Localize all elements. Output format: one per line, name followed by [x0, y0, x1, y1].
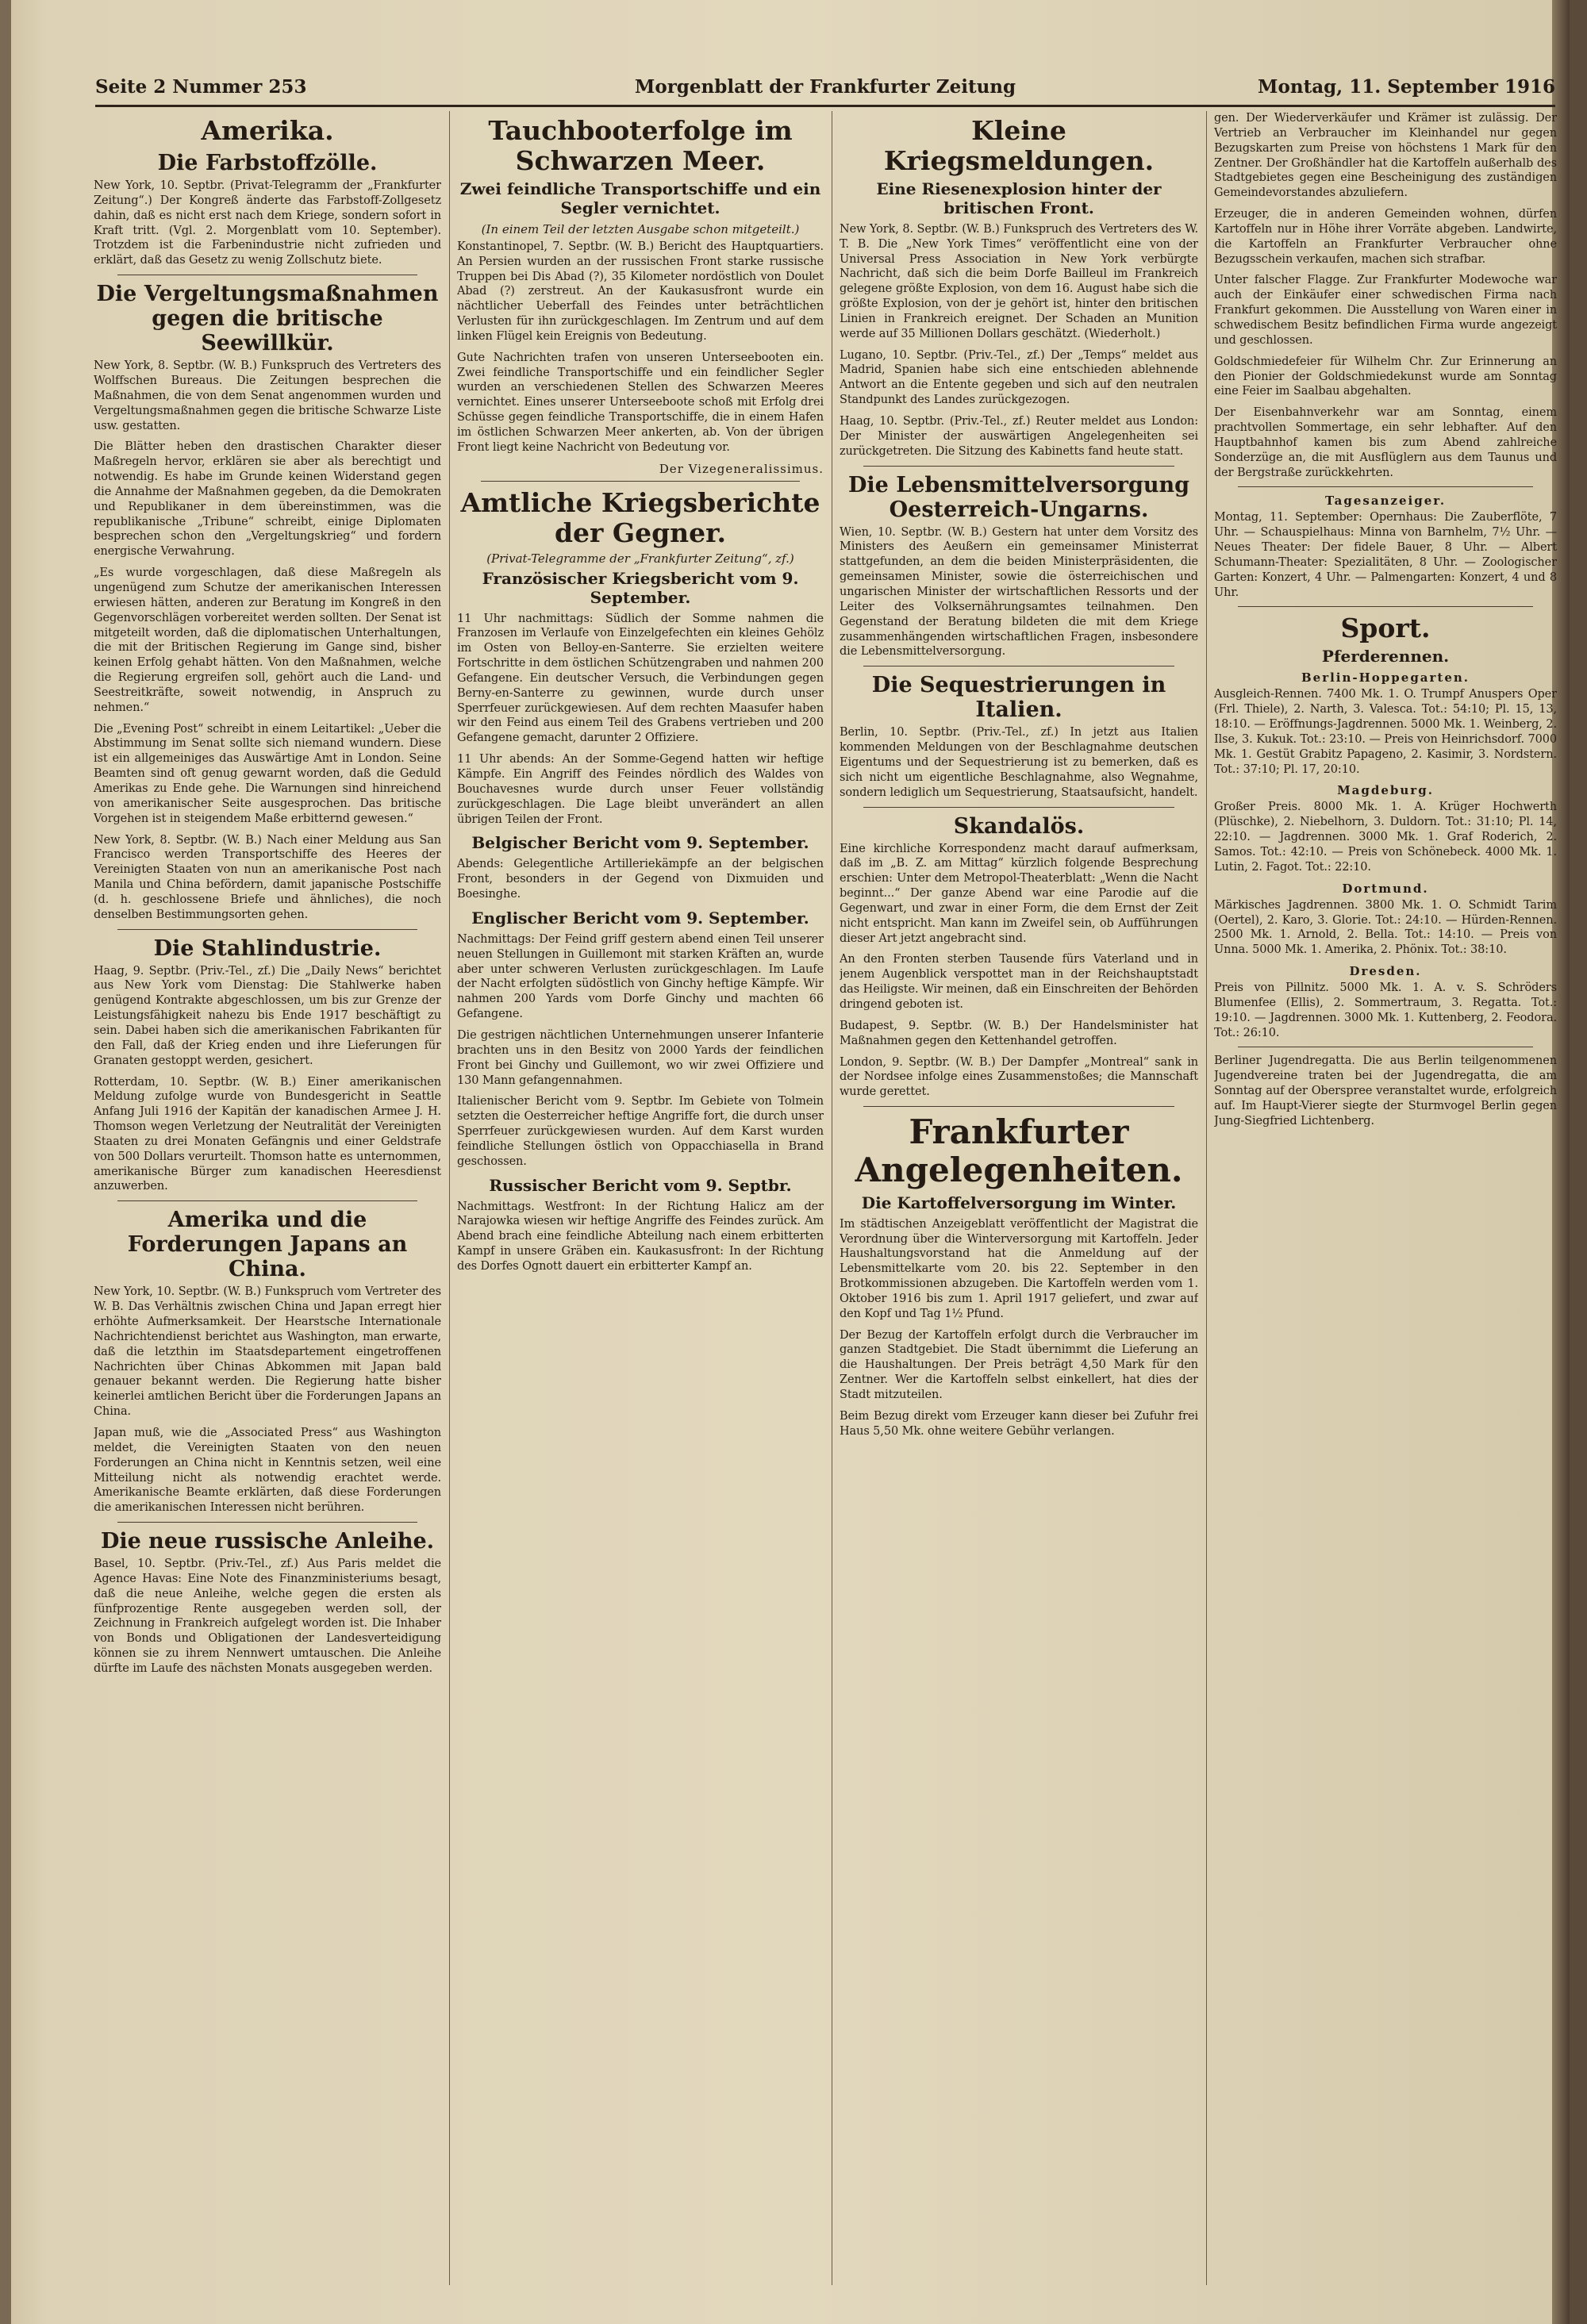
section-heading: Frankfurter Angelegenheiten. — [855, 1112, 1183, 1190]
article-paragraph: New York, 8. Septbr. (W. B.) Funkspruch des Vertreters des Wolffschen Bureaus. Die Zeitungen besprechen die Maßnahmen, die von dem Senat angenommen wurden und Vergeltungsmaßnahmen gegen die britische Schwarze Liste usw. gestatten. — [94, 359, 441, 432]
article-paragraph: Haag, 9. Septbr. (Priv.-Tel., zf.) Die „Daily News“ berichtet aus New York vom Dienstag: Die Stahlwerke haben genügend Kontrakte abgeschlossen, um bis zur Grenze der Leistungsfähigkeit nahezu bis Ende 1917 beschäftigt zu sein. Dabei haben sich die amerikanischen Fabrikanten für den Fall, daß der Krieg enden und ihre Lieferungen für Granaten gestoppt werden, gesichert. — [94, 964, 441, 1067]
article-paragraph: Die Blätter heben den drastischen Charakter dieser Maßregeln hervor, erklären sie aber als berechtigt und notwendig. Es habe im Grunde keinen Widerstand gegen die Annahme der Maßnahmen gegeben, da die Demokraten und Republikaner in dem übereinstimmen, was die republikanische „Tribune“ schreibt, einige Diplomaten besprechen schon den „Vergeltungskrieg“ und fordern energische Verwahrung. — [94, 440, 441, 559]
column-divider — [449, 111, 450, 2285]
masthead-rule — [95, 105, 1555, 107]
divider — [481, 481, 800, 482]
section-heading: Sport. — [1340, 613, 1431, 644]
article-paragraph: Konstantinopel, 7. Septbr. (W. B.) Bericht des Hauptquartiers. An Persien wurden an der russischen Front starke russische Truppen bei Dis Abad (?), 35 Kilometer nordöstlich von Doulet Abad (?) zerstreut. An der Kaukasusfront wurde ein nächtlicher Ueberfall des Feindes unter beträchtlichen Verlusten für ihn zurückgeschlagen. Im Zentrum und auf dem linken Flügel kein Ereignis von Bedeutung. — [457, 240, 824, 343]
article-subheading: Zwei feindliche Transportschiffe und ein Segler vernichtet. — [459, 179, 821, 217]
article-paragraph: Berliner Jugendregatta. Die aus Berlin teilgenommenen Jugendvereine traten bei der Jugendregatta, die am Sonntag auf der Oberspree veranstaltet wurde, erfolgreich auf. Im Haupt-Vierer siegte der Sturmvogel Berlin gegen Jung-Siegfried Lichtenberg. — [1214, 1054, 1557, 1127]
article-paragraph: Unter falscher Flagge. Zur Frankfurter Modewoche war auch der Einkäufer einer schwedischen Firma nach Frankfurt gekommen. Die Ausstellung von Waren einer in schwedischem Besitz befindlichen Firma wurde angezeigt und geschlossen. — [1214, 274, 1557, 347]
column-2 — [457, 111, 824, 2285]
article-paragraph: Haag, 10. Septbr. (Priv.-Tel., zf.) Reuter meldet aus London: Der Minister der auswärtigen Angelegenheiten sei zurückgetreten. Die Sitzung des Kabinetts fand heute statt. — [840, 415, 1198, 458]
divider — [117, 929, 417, 930]
race-results: Märkisches Jagdrennen. 3800 Mk. 1. O. Schmidt Tarim (Oertel), 2. Karo, 3. Glorie. Tot.: 24:10. — Hürden-Rennen. 2500 Mk. 1. Arnold, 2. Bella. Tot.: 14:10. — Preis von Unna. 5000 Mk. 1. Amerika, 2. Phönix. Tot.: 38:10. — [1214, 898, 1557, 957]
article-paragraph: New York, 10. Septbr. (Privat-Telegramm der „Frankfurter Zeitung“.) Der Kongreß änderte das Farbstoff-Zollgesetz dahin, daß es nicht erst nach dem Kriege, sondern sofort in Kraft tritt. (Vgl. 2. Morgenblatt vom 10. September). Trotzdem ist die Farbenindustrie nicht zufrieden und erklärt, daß das Gesetz zu wenig Zollschutz biete. — [94, 179, 441, 267]
article-paragraph: New York, 8. Septbr. (W. B.) Nach einer Meldung aus San Francisco werden Transportschiffe des Heeres der Vereinigten Staaten von nun an amerikanische Post nach Manila und China befördern, damit japanische Postschiffe (d. h. geschlossene Briefe und ähnliches), die noch denselben Bestimmungsorten gehen. — [94, 833, 441, 921]
article-paragraph: Beim Bezug direkt vom Erzeuger kann dieser bei Zufuhr frei Haus 5,50 Mk. ohne weitere Gebühr verlangen. — [840, 1409, 1198, 1438]
article-paragraph: New York, 8. Septbr. (W. B.) Funkspruch des Vertreters des W. T. B. Die „New York Times“ veröffentlicht eine von der Universal Press Association in New York verbürgte Nachricht, daß sich die beim Dorfe Bailleul im Frankreich gelegene größte Explosion, von dem 16. August habe sich die größte Explosion, von der je gehört ist, hinter den britischen Linien in Frankreich ereignet. Der Schaden an Munition werde auf 35 Millionen Dollars geschätzt. (Wiederholt.) — [840, 222, 1198, 340]
article-paragraph: An den Fronten sterben Tausende fürs Vaterland und in jenem Augenblick verspottet man in der Reichshauptstadt das Heiligste. Wir meinen, daß ein Einschreiten der Behörden dringend geboten ist. — [840, 953, 1198, 1012]
column-4 — [1214, 111, 1557, 2285]
article-heading: Die Stahlindustrie. — [153, 935, 382, 961]
report-subheading: Russischer Bericht vom 9. Septbr. — [489, 1175, 792, 1195]
article-note: (In einem Teil der letzten Ausgabe schon mitgeteilt.) — [481, 221, 800, 236]
article-heading: Amerika und die Forderungen Japans an China. — [127, 1208, 408, 1282]
article-paragraph: Erzeuger, die in anderen Gemeinden wohnen, dürfen Kartoffeln nur in Höhe ihrer Vorräte abgeben. Landwirte, die Kartoffeln an Frankfurter Verbraucher ohne Bezugsschein verkaufen, machen sich strafbar. — [1214, 208, 1557, 266]
page-number: Seite 2 Nummer 253 — [95, 76, 307, 98]
listing-text: Montag, 11. September: Opernhaus: Die Zauberflöte, 7 Uhr. — Schauspielhaus: Minna von Barnhelm, 7½ Uhr. — Neues Theater: Der fidele Bauer, 8 Uhr. — Albert Schumann-Theater: Spezialitäten, 8 Uhr. — Zoologischer Garten: Konzert, 4 Uhr. — Palmengarten: Konzert, 4 und 8 Uhr. — [1214, 511, 1557, 599]
race-results: Großer Preis. 8000 Mk. 1. A. Krüger Hochwerth (Plüschke), 2. Niebelhorn, 3. Duldorn. Tot.: 31:10; Pl. 14, 22:10. — Jagdrennen. 3000 Mk. 1. Graf Roderich, 2. Samos. Tot.: 42:10. — Preis von Schönebeck. 4000 Mk. 1. Lutin, 2. Fagot. Tot.: 22:10. — [1214, 801, 1557, 874]
article-paragraph: Goldschmiedefeier für Wilhelm Chr. Zur Erinnerung an den Pionier der Goldschmiedekunst wurde am Sonntag eine Feier im Saalbau abgehalten. — [1214, 355, 1557, 398]
issue-date: Montag, 11. September 1916 — [1258, 76, 1555, 98]
article-paragraph: Budapest, 9. Septbr. (W. B.) Der Handelsminister hat Maßnahmen gegen den Kettenhandel getroffen. — [840, 1019, 1198, 1047]
article-paragraph: New York, 10. Septbr. (W. B.) Funkspruch vom Vertreter des W. B. Das Verhältnis zwischen China und Japan erregt hier erhöhte Aufmerksamkeit. Der Hearstsche Internationale Nachrichtendienst berichtet aus Washington, man erwarte, daß die letzthin im Staatsdepartement eingetroffenen Nachrichten über Chinas Abkommen mit Japan bald genauer bekannt werden. Die Regierung hatte bisher keinerlei amtlichen Bericht über die Forderungen Japans an China. — [94, 1285, 441, 1419]
newspaper-title: Morgenblatt der Frankfurter Zeitung — [634, 76, 1016, 98]
article-paragraph: Die „Evening Post“ schreibt in einem Leitartikel: „Ueber die Abstimmung im Senat sollte sich niemand wundern. Diese ist ein allgemeiniges das Auswärtige Amt in London. Seine Beamten sind oft genug gewarnt worden, daß die Geduld Amerikas zu Ende gehe. Die Warnungen sind hinreichend von amerikanischer Seite ausgesprochen. Das britische Vorgehen ist in steigendem Maße erbitternd gewesen.“ — [94, 722, 441, 825]
divider — [117, 1522, 417, 1523]
article-paragraph: Basel, 10. Septbr. (Priv.-Tel., zf.) Aus Paris meldet die Agence Havas: Eine Note des Finanzministeriums besagt, daß die neue Anleihe, welche gegen die ersten als fünfprozentige Rente ausgegeben werden soll, der Zeichnung in Frankreich aufgelegt worden ist. Die Inhaber von Bonds und Obligationen der Landesverteidigung können sie zu ihrem Nennwert umtauschen. Die Anleihe dürfte im Laufe des nächsten Monats ausgegeben werden. — [94, 1558, 441, 1676]
article-paragraph: Nachmittags: Der Feind griff gestern abend einen Teil unserer neuen Stellungen in Guillemont mit starken Kräften an, wurde aber unter schweren Verlusten zurückgeschlagen. Im Laufe der Nacht erfolgten südöstlich von Ginchy heftige Kämpfe. Wir nahmen 200 Yards vom Dorfe Ginchy und machten 66 Gefangene. — [457, 932, 824, 1021]
race-results: Preis von Pillnitz. 5000 Mk. 1. A. v. S. Schröders Blumenfee (Ellis), 2. Sommertraum, 3. Regatta. Tot.: 19:10. — Jagdrennen. 3000 Mk. 1. Kuttenberg, 2. Feodora. Tot.: 26:10. — [1214, 981, 1557, 1039]
masthead — [95, 76, 1555, 103]
article-heading: Die Sequestrierungen in Italien. — [871, 673, 1166, 723]
column-divider — [1206, 111, 1207, 2285]
article-heading: Die Vergeltungsmaßnahmen gegen die britische Seewillkür. — [96, 282, 439, 356]
article-paragraph: 11 Uhr nachmittags: Südlich der Somme nahmen die Franzosen im Verlaufe von Einzelgefechten ein kleines Gehölz im Osten von Belloy-en-Santerre. Sie erzielten weitere Fortschritte in dem östlichen Schützengraben und nahmen 200 Gefangene. Ein deutscher Versuch, die Verbindungen gegen Berny-en-Santerre zu gewinnen, wurde durch unser Sperrfeuer zurückgewiesen. Auf dem rechten Maasufer haben wir den Feind aus einem Teil des Grabens vertrieben und 200 Gefangene gemacht, darunter 2 Offiziere. — [457, 612, 824, 745]
article-paragraph: Nachmittags. Westfront: In der Richtung Halicz am der Narajowka wiesen wir heftige Angriffe des Feindes zurück. Am Abend brach eine feindliche Abteilung nach einem erbitterten Kampf in unsere Gräben ein. Kaukasusfront: In der Richtung des Dorfes Ognott dauert ein erbitterter Kampf an. — [457, 1200, 824, 1273]
article-heading: Kleine Kriegsmeldungen. — [883, 115, 1155, 176]
race-results: Ausgleich-Rennen. 7400 Mk. 1. O. Trumpf Anuspers Oper (Frl. Thiele), 2. Narth, 3. Valesca. Tot.: 54:10; Pl. 15, 13, 18:10. — Eröffnungs-Jagdrennen. 5000 Mk. 1. Weinberg, 2. Ilse, 3. Kukuk. Tot.: 23:10. — Preis von Heinrichsdorf. 7000 Mk. 1. Gestüt Grabitz Papageno, 2. Kasimir, 3. Nordstern. Tot.: 37:10; Pl. 17, 20:10. — [1214, 688, 1557, 776]
divider — [117, 1200, 417, 1201]
article-heading: Die Lebensmittelversorgung Oesterreich-Ungarns. — [847, 472, 1190, 522]
article-signature: Der Vizegeneralissimus. — [659, 461, 824, 476]
article-subheading: Eine Riesenexplosion hinter der britischen Front. — [876, 179, 1162, 217]
divider — [1238, 486, 1533, 487]
article-paragraph: Der Bezug der Kartoffeln erfolgt durch die Verbraucher im ganzen Stadtgebiet. Die Stadt übernimmt die Lieferung an die Haushaltungen. Der Preis beträgt 4,50 Mark für den Zentner. Wer die Kartoffeln selbst einkellert, hat dies der Stadt mitzuteilen. — [840, 1328, 1198, 1401]
article-paragraph: Rotterdam, 10. Septbr. (W. B.) Einer amerikanischen Meldung zufolge wurde von Bundesgericht in Seattle Anfang Juli 1916 der Kapitän der kanadischen Armee J. H. Thomson wegen Verletzung der Neutralität der Vereinigten Staaten zu drei Monaten Gefängnis und einer Geldstrafe von 500 Dollars verurteilt. Thomson hatte es unternommen, amerikanische Bürger zum kanadischen Heeresdienst anzuwerben. — [94, 1075, 441, 1193]
venue-heading: Dresden. — [1349, 964, 1422, 979]
article-paragraph: Im städtischen Anzeigeblatt veröffentlicht der Magistrat die Verordnung über die Winterversorgung mit Kartoffeln. Jeder Haushaltungsvorstand hat die Anmeldung auf der Lebensmittelkarte vom 20. bis 22. September in den Brotkommissionen abzugeben. Die Kartoffeln werden vom 1. Oktober 1916 bis zum 1. April 1917 geliefert, und zwar auf den Kopf und Tag 1½ Pfund. — [840, 1217, 1198, 1320]
article-heading: Amtliche Kriegsberichte der Gegner. — [460, 486, 820, 548]
article-paragraph: gen. Der Wiederverkäufer und Krämer ist zulässig. Der Vertrieb an Verbraucher im Kleinhandel nur gegen Bezugskarten zum Preise von höchstens 1 Mark für den Zentner. Der Großhändler hat die Kartoffeln außerhalb des Stadtgebietes gegen eine Bescheinigung des zuständigen Gemeindevorstandes abzuliefern. — [1214, 112, 1557, 200]
divider — [1238, 606, 1533, 607]
divider — [863, 466, 1174, 467]
column-1 — [94, 111, 441, 2285]
article-heading: Skandalös. — [953, 813, 1085, 839]
article-paragraph: Italienischer Bericht vom 9. Septbr. Im Gebiete von Tolmein setzten die Oesterreicher heftige Angriffe fort, die durch unser Sperrfeuer zurückgewiesen wurden. Auf dem Karst wurden feindliche Stellungen östlich von Oppacchiasella in Brand geschossen. — [457, 1095, 824, 1168]
article-paragraph: 11 Uhr abends: An der Somme-Gegend hatten wir heftige Kämpfe. Ein Angriff des Feindes nördlich des Waldes von Bouchavesnes wurde durch unser Feuer vollständig zurückgeschlagen. Die Lage bleibt unverändert an allen übrigen Teilen der Front. — [457, 753, 824, 826]
divider — [863, 807, 1174, 808]
divider — [863, 1106, 1174, 1107]
report-subheading: Englischer Bericht vom 9. September. — [471, 908, 809, 928]
article-heading: Die Farbstoffzölle. — [157, 150, 378, 175]
article-paragraph: Abends: Gelegentliche Artilleriekämpfe an der belgischen Front, besonders in der Gegend von Dixmuiden und Boesinghe. — [457, 858, 824, 901]
article-paragraph: „Es wurde vorgeschlagen, daß diese Maßregeln als ungenügend zum Schutze der amerikanischen Interessen erwiesen hätten, anderen zur Beratung im Kongreß in den Gegenvorschlägen vorbereitet werden sollten. Der Senat ist mitgeteilt worden, daß die diplomatischen Unterhaltungen, die mit der Britischen Regierung im Gange sind, bisher keinen Erfolg gehabt hätten. Von den Maßnahmen, welche die Regierung ergreifen soll, gehört auch die Land- und Seestreitkräfte, soweit notwendig, in Anspruch zu nehmen.“ — [94, 567, 441, 714]
article-paragraph: Berlin, 10. Septbr. (Priv.-Tel., zf.) In jetzt aus Italien kommenden Meldungen von der Beschlagnahme deutschen Eigentums und der Sequestrierung ist zu bemerken, daß es sich nicht um eigentliche Beschlagnahme, also Wegnahme, sondern lediglich um Sequestrierung, Staatsaufsicht, handelt. — [840, 726, 1198, 799]
book-binding — [0, 0, 11, 2324]
article-subheading: Die Kartoffelversorgung im Winter. — [861, 1193, 1177, 1212]
venue-heading: Magdeburg. — [1337, 783, 1434, 798]
report-subheading: Belgischer Bericht vom 9. September. — [471, 833, 809, 853]
article-paragraph: Eine kirchliche Korrespondenz macht darauf aufmerksam, daß im „B. Z. am Mittag“ kürzlich folgende Besprechung erschien: Unter dem Metropol-Theaterblatt: „Wenn die Nacht beginnt...“ Der ganze Abend war eine Parodie auf die Gegenwart, und zwar in einer Form, die dem Ernst der Zeit nicht entspricht. Man kann im Zweifel sein, ob Aufführungen dieser Art jetzt angebracht sind. — [840, 842, 1198, 945]
article-paragraph: Der Eisenbahnverkehr war am Sonntag, einem prachtvollen Sommertage, ein sehr lebhafter. Auf den Hauptbahnhof kamen bis zum Abend zahlreiche Sonderzüge an, die mit Ausflüglern aus dem Taunus und der Bergstraße zurückkehrten. — [1214, 406, 1557, 479]
report-subheading: Französischer Kriegsbericht vom 9. September. — [482, 568, 799, 607]
article-heading: Tauchbooterfolge im Schwarzen Meer. — [488, 115, 793, 176]
venue-heading: Berlin-Hoppegarten. — [1301, 670, 1470, 686]
venue-heading: Dortmund. — [1342, 881, 1429, 896]
article-paragraph: Wien, 10. Septbr. (W. B.) Gestern hat unter dem Vorsitz des Ministers des Aeußern ein gemeinsamer Ministerrat stattgefunden, an dem die beiden Ministerpräsidenten, die gemeinsamen Minister, sowie die österreichischen und ungarischen Minister der wirtschaftlichen Ressorts und der Leiter des Volksernährungsamtes teilnahmen. Den Gegenstand der Beratung bildeten die mit dem Kriege zusammenhängenden wirtschaftlichen Fragen, insbesondere die Lebensmittelversorgung. — [840, 525, 1198, 659]
section-heading: Amerika. — [201, 115, 334, 146]
article-note: (Privat-Telegramme der „Frankfurter Zeitung“, zf.) — [486, 551, 794, 566]
article-paragraph: London, 9. Septbr. (W. B.) Der Dampfer „Montreal“ sank in der Nordsee infolge eines Zusammenstoßes; die Mannschaft wurde gerettet. — [840, 1055, 1198, 1099]
article-heading: Die neue russische Anleihe. — [100, 1529, 435, 1554]
article-paragraph: Lugano, 10. Septbr. (Priv.-Tel., zf.) Der „Temps“ meldet aus Madrid, Spanien habe sich eine entschieden ablehnende Antwort an die Entente gegeben und sich auf den neutralen Standpunkt des Landes zurückgezogen. — [840, 348, 1198, 407]
article-paragraph: Gute Nachrichten trafen von unseren Unterseebooten ein. Zwei feindliche Transportschiffe und ein feindlicher Segler wurden an verschiedenen Stellen des Schwarzen Meeres vernichtet. Eines unserer Unterseeboote schoß mit Erfolg drei Schüsse gegen feindliche Transportschiffe, die in einem Hafen im östlichen Schwarzen Meer ankerten, ab. Von der übrigen Front liegt keine Nachricht von Bedeutung vor. — [457, 351, 824, 454]
article-paragraph: Die gestrigen nächtlichen Unternehmungen unserer Infanterie brachten uns in den Besitz von 2000 Yards der feindlichen Front bei Ginchy und Guillemont, wo wir zwei Offiziere und 130 Mann gefangennahmen. — [457, 1028, 824, 1087]
listing-heading: Tagesanzeiger. — [1324, 494, 1447, 509]
article-paragraph: Japan muß, wie die „Associated Press“ aus Washington meldet, die Vereinigten Staaten von den neuen Forderungen an China nicht in Kenntnis setzen, weil eine Mitteilung nicht als notwendig erachtet werde. Amerikanische Beamte erklärten, daß diese Forderungen die amerikanischen Interessen nicht berühren. — [94, 1427, 441, 1515]
article-subheading: Pferderennen. — [1321, 647, 1450, 666]
column-3 — [840, 111, 1198, 2285]
